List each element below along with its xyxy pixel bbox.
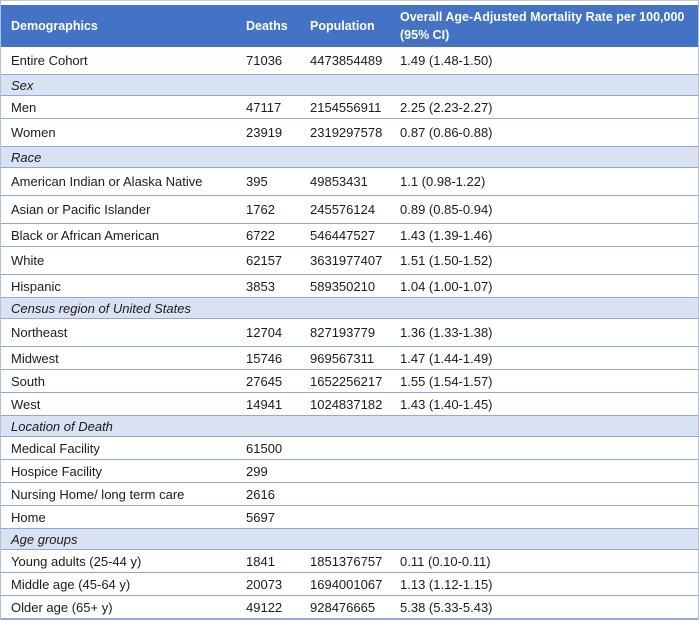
- table-header: [1, 5, 698, 47]
- rate-value: 5.38 (5.33-5.43): [400, 596, 698, 620]
- deaths-value: 27645: [246, 370, 310, 393]
- rate-value: 2.25 (2.23-2.27): [400, 96, 698, 119]
- row-label: Northeast: [1, 319, 246, 347]
- row-label: Entire Cohort: [1, 47, 246, 75]
- rate-value: [400, 437, 698, 460]
- row-label: American Indian or Alaska Native: [1, 168, 246, 196]
- rate-value: 1.04 (1.00-1.07): [400, 275, 698, 298]
- deaths-value: 15746: [246, 347, 310, 370]
- deaths-value: 1762: [246, 196, 310, 224]
- population-value: 4473854489: [310, 47, 400, 75]
- deaths-value: 71036: [246, 47, 310, 75]
- row-label: West: [1, 393, 246, 416]
- rate-value: [400, 460, 698, 483]
- section-row: [1, 529, 698, 550]
- row-label: Women: [1, 119, 246, 147]
- row-label: Nursing Home/ long term care: [1, 483, 246, 506]
- deaths-value: 2616: [246, 483, 310, 506]
- col-header-population: Population: [310, 5, 400, 47]
- population-value: 49853431: [310, 168, 400, 196]
- section-row: [1, 147, 698, 168]
- rate-value: 1.43 (1.40-1.45): [400, 393, 698, 416]
- section-label: Location of Death: [1, 416, 698, 437]
- population-value: 245576124: [310, 196, 400, 224]
- row-label: Hospice Facility: [1, 460, 246, 483]
- table-row: [1, 196, 698, 224]
- table-row: [1, 370, 698, 393]
- section-row: [1, 75, 698, 96]
- section-label: Sex: [1, 75, 698, 96]
- col-header-demographics: Demographics: [1, 5, 246, 47]
- population-value: 1024837182: [310, 393, 400, 416]
- table-row: [1, 460, 698, 483]
- rate-value: 0.11 (0.10-0.11): [400, 550, 698, 573]
- row-label: Black or African American: [1, 224, 246, 247]
- rate-value: 1.51 (1.50-1.52): [400, 247, 698, 275]
- section-row: [1, 298, 698, 319]
- table-row: [1, 437, 698, 460]
- deaths-value: 47117: [246, 96, 310, 119]
- rate-value: 1.55 (1.54-1.57): [400, 370, 698, 393]
- col-header-mortality-rate: Overall Age-Adjusted Mortality Rate per 100,000 (95% CI): [400, 5, 698, 47]
- row-label: Midwest: [1, 347, 246, 370]
- population-value: [310, 506, 400, 529]
- deaths-value: 49122: [246, 596, 310, 620]
- population-value: 3631977407: [310, 247, 400, 275]
- deaths-value: 61500: [246, 437, 310, 460]
- population-value: 827193779: [310, 319, 400, 347]
- population-value: 589350210: [310, 275, 400, 298]
- deaths-value: 20073: [246, 573, 310, 596]
- table-row: [1, 47, 698, 75]
- population-value: 1851376757: [310, 550, 400, 573]
- table-row: [1, 119, 698, 147]
- col-header-deaths: Deaths: [246, 5, 310, 47]
- rate-value: 1.43 (1.39-1.46): [400, 224, 698, 247]
- rate-value: 1.36 (1.33-1.38): [400, 319, 698, 347]
- table-row: [1, 550, 698, 573]
- population-value: [310, 460, 400, 483]
- population-value: [310, 483, 400, 506]
- rate-value: 1.1 (0.98-1.22): [400, 168, 698, 196]
- population-value: 1652256217: [310, 370, 400, 393]
- deaths-value: 395: [246, 168, 310, 196]
- table-row: [1, 96, 698, 119]
- population-value: 969567311: [310, 347, 400, 370]
- table-row: [1, 573, 698, 596]
- population-value: 1694001067: [310, 573, 400, 596]
- population-value: 2319297578: [310, 119, 400, 147]
- rate-value: 0.89 (0.85-0.94): [400, 196, 698, 224]
- row-label: Medical Facility: [1, 437, 246, 460]
- row-label: Young adults (25-44 y): [1, 550, 246, 573]
- table-row: [1, 506, 698, 529]
- rate-value: [400, 506, 698, 529]
- section-label: Census region of United States: [1, 298, 698, 319]
- row-label: Hispanic: [1, 275, 246, 298]
- deaths-value: 14941: [246, 393, 310, 416]
- population-value: 928476665: [310, 596, 400, 620]
- deaths-value: 1841: [246, 550, 310, 573]
- deaths-value: 62157: [246, 247, 310, 275]
- row-label: White: [1, 247, 246, 275]
- header-row: [1, 5, 698, 47]
- table-row: [1, 393, 698, 416]
- rate-value: 0.87 (0.86-0.88): [400, 119, 698, 147]
- row-label: Asian or Pacific Islander: [1, 196, 246, 224]
- rate-value: 1.13 (1.12-1.15): [400, 573, 698, 596]
- section-label: Race: [1, 147, 698, 168]
- table-row: [1, 596, 698, 620]
- table-body: [1, 47, 698, 619]
- row-label: Men: [1, 96, 246, 119]
- rate-value: [400, 483, 698, 506]
- population-value: [310, 437, 400, 460]
- deaths-value: 3853: [246, 275, 310, 298]
- rate-value: 1.47 (1.44-1.49): [400, 347, 698, 370]
- table-row: [1, 168, 698, 196]
- table-row: [1, 483, 698, 506]
- section-label: Age groups: [1, 529, 698, 550]
- section-row: [1, 416, 698, 437]
- deaths-value: 299: [246, 460, 310, 483]
- population-value: 2154556911: [310, 96, 400, 119]
- deaths-value: 5697: [246, 506, 310, 529]
- table-row: [1, 275, 698, 298]
- row-label: South: [1, 370, 246, 393]
- deaths-value: 6722: [246, 224, 310, 247]
- deaths-value: 12704: [246, 319, 310, 347]
- deaths-value: 23919: [246, 119, 310, 147]
- table-row: [1, 319, 698, 347]
- table-row: [1, 224, 698, 247]
- rate-value: 1.49 (1.48-1.50): [400, 47, 698, 75]
- demographics-mortality-table: [1, 5, 698, 620]
- table-row: [1, 347, 698, 370]
- row-label: Middle age (45-64 y): [1, 573, 246, 596]
- population-value: 546447527: [310, 224, 400, 247]
- row-label: Older age (65+ y): [1, 596, 246, 620]
- table-row: [1, 247, 698, 275]
- row-label: Home: [1, 506, 246, 529]
